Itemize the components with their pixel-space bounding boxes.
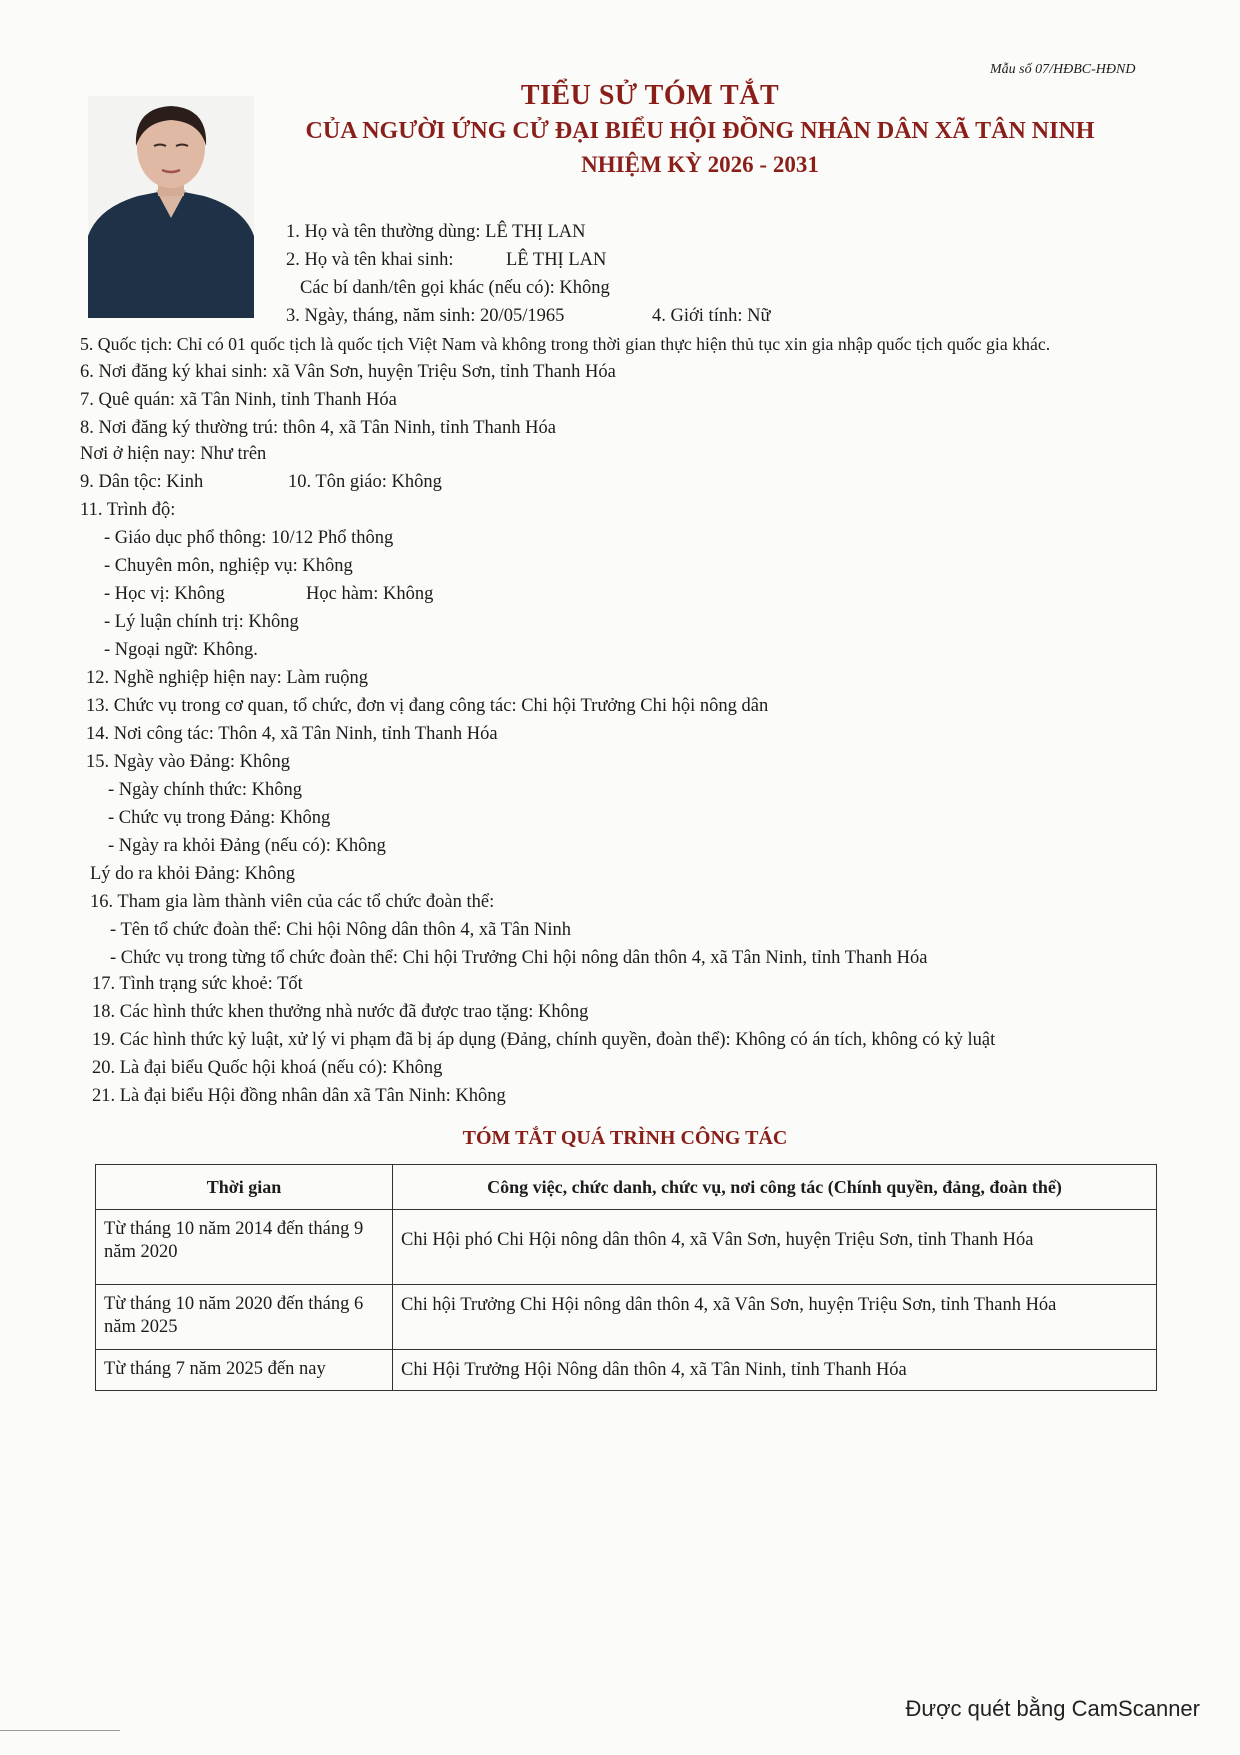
field-religion: 10. Tôn giáo: Không [288, 472, 442, 492]
field-academic-title: Học hàm: Không [306, 584, 434, 604]
field-general-education: - Giáo dục phổ thông: 10/12 Phổ thông [104, 528, 394, 548]
field-gender: 4. Giới tính: Nữ [652, 306, 771, 326]
document-title: TIỂU SỬ TÓM TẮT [520, 80, 780, 111]
field-party-leave-reason: Lý do ra khỏi Đảng: Không [90, 864, 296, 884]
column-header-time: Thời gian [96, 1165, 393, 1210]
document-subtitle: CỦA NGƯỜI ỨNG CỬ ĐẠI BIỂU HỘI ĐỒNG NHÂN DÂN XÃ TÂN NINH [305, 118, 1095, 144]
field-party-official-date: - Ngày chính thức: Không [108, 780, 302, 800]
work-history-title: TÓM TẮT QUÁ TRÌNH CÔNG TÁC [462, 1127, 788, 1149]
cell-time: Từ tháng 10 năm 2014 đến tháng 9 năm 2020 [96, 1210, 393, 1285]
field-organization-position: - Chức vụ trong từng tổ chức đoàn thể: Chi hội Trưởng Chi hội nông dân thôn 4, xã Tân Ninh, tỉnh Thanh Hóa [110, 948, 928, 968]
field-birth-registration: 6. Nơi đăng ký khai sinh: xã Vân Sơn, huyện Triệu Sơn, tỉnh Thanh Hóa [80, 362, 616, 382]
field-birth-name-value: LÊ THỊ LAN [506, 250, 607, 270]
field-foreign-language: - Ngoại ngữ: Không. [104, 640, 258, 660]
field-common-name: 1. Họ và tên thường dùng: LÊ THỊ LAN [286, 222, 586, 242]
form-number: Mẫu số 07/HĐBC-HĐND [990, 62, 1136, 77]
field-political-theory: - Lý luận chính trị: Không [104, 612, 299, 632]
field-alias: Các bí danh/tên gọi khác (nếu có): Không [300, 278, 610, 298]
cell-job: Chi Hội Trưởng Hội Nông dân thôn 4, xã Tân Ninh, tỉnh Thanh Hóa [393, 1350, 1157, 1391]
field-party-join-date: 15. Ngày vào Đảng: Không [86, 752, 290, 772]
table-row [96, 1350, 1157, 1391]
cell-job: Chi hội Trưởng Chi Hội nông dân thôn 4, xã Vân Sơn, huyện Triệu Sơn, tỉnh Thanh Hóa [393, 1285, 1157, 1350]
work-history-table [95, 1164, 1157, 1391]
scanner-watermark: Được quét bằng CamScanner [905, 1696, 1200, 1721]
field-current-residence: Nơi ở hiện nay: Như trên [80, 444, 267, 464]
field-dob: 3. Ngày, tháng, năm sinh: 20/05/1965 [286, 306, 565, 326]
document-term: NHIỆM KỲ 2026 - 2031 [581, 152, 819, 177]
field-education-heading: 11. Trình độ: [80, 500, 176, 520]
field-position: 13. Chức vụ trong cơ quan, tổ chức, đơn vị đang công tác: Chi hội Trưởng Chi hội nông dân [86, 696, 769, 716]
field-discipline: 19. Các hình thức kỷ luật, xử lý vi phạm đã bị áp dụng (Đảng, chính quyền, đoàn thể): Không có án tích, không có kỷ luật [92, 1030, 996, 1050]
field-awards: 18. Các hình thức khen thưởng nhà nước đã được trao tặng: Không [92, 1002, 589, 1022]
field-organizations: 16. Tham gia làm thành viên của các tổ chức đoàn thể: [90, 892, 495, 912]
field-national-assembly: 20. Là đại biểu Quốc hội khoá (nếu có): Không [92, 1058, 443, 1078]
field-professional: - Chuyên môn, nghiệp vụ: Không [104, 556, 353, 576]
field-occupation: 12. Nghề nghiệp hiện nay: Làm ruộng [86, 668, 369, 688]
field-hometown: 7. Quê quán: xã Tân Ninh, tỉnh Thanh Hóa [80, 390, 397, 410]
table-row [96, 1285, 1157, 1350]
field-ethnicity: 9. Dân tộc: Kinh [80, 472, 204, 492]
cell-job: Chi Hội phó Chi Hội nông dân thôn 4, xã Vân Sơn, huyện Triệu Sơn, tỉnh Thanh Hóa [393, 1210, 1157, 1285]
field-party-leave-date: - Ngày ra khỏi Đảng (nếu có): Không [108, 836, 386, 856]
field-birth-name-label: 2. Họ và tên khai sinh: [286, 250, 454, 270]
field-party-position: - Chức vụ trong Đảng: Không [108, 808, 331, 828]
field-workplace: 14. Nơi công tác: Thôn 4, xã Tân Ninh, tỉnh Thanh Hóa [86, 724, 498, 744]
field-permanent-residence: 8. Nơi đăng ký thường trú: thôn 4, xã Tân Ninh, tỉnh Thanh Hóa [80, 418, 556, 438]
field-nationality: 5. Quốc tịch: Chỉ có 01 quốc tịch là quốc tịch Việt Nam và không trong thời gian thực hiện thủ tục xin gia nhập quốc tịch quốc gia khác. [80, 334, 1051, 354]
field-health: 17. Tình trạng sức khoẻ: Tốt [92, 974, 303, 994]
table-row [96, 1210, 1157, 1285]
table-header-row [96, 1165, 1157, 1210]
cell-time: Từ tháng 7 năm 2025 đến nay [96, 1350, 393, 1391]
cell-time: Từ tháng 10 năm 2020 đến tháng 6 năm 2025 [96, 1285, 393, 1350]
field-organization-name: - Tên tổ chức đoàn thể: Chi hội Nông dân thôn 4, xã Tân Ninh [110, 920, 571, 940]
portrait-photo [88, 96, 254, 318]
column-header-job: Công việc, chức danh, chức vụ, nơi công tác (Chính quyền, đảng, đoàn thể) [393, 1165, 1157, 1210]
field-degree: - Học vị: Không [104, 584, 225, 604]
footer-divider [0, 1730, 120, 1731]
field-council-delegate: 21. Là đại biểu Hội đồng nhân dân xã Tân Ninh: Không [92, 1086, 506, 1106]
